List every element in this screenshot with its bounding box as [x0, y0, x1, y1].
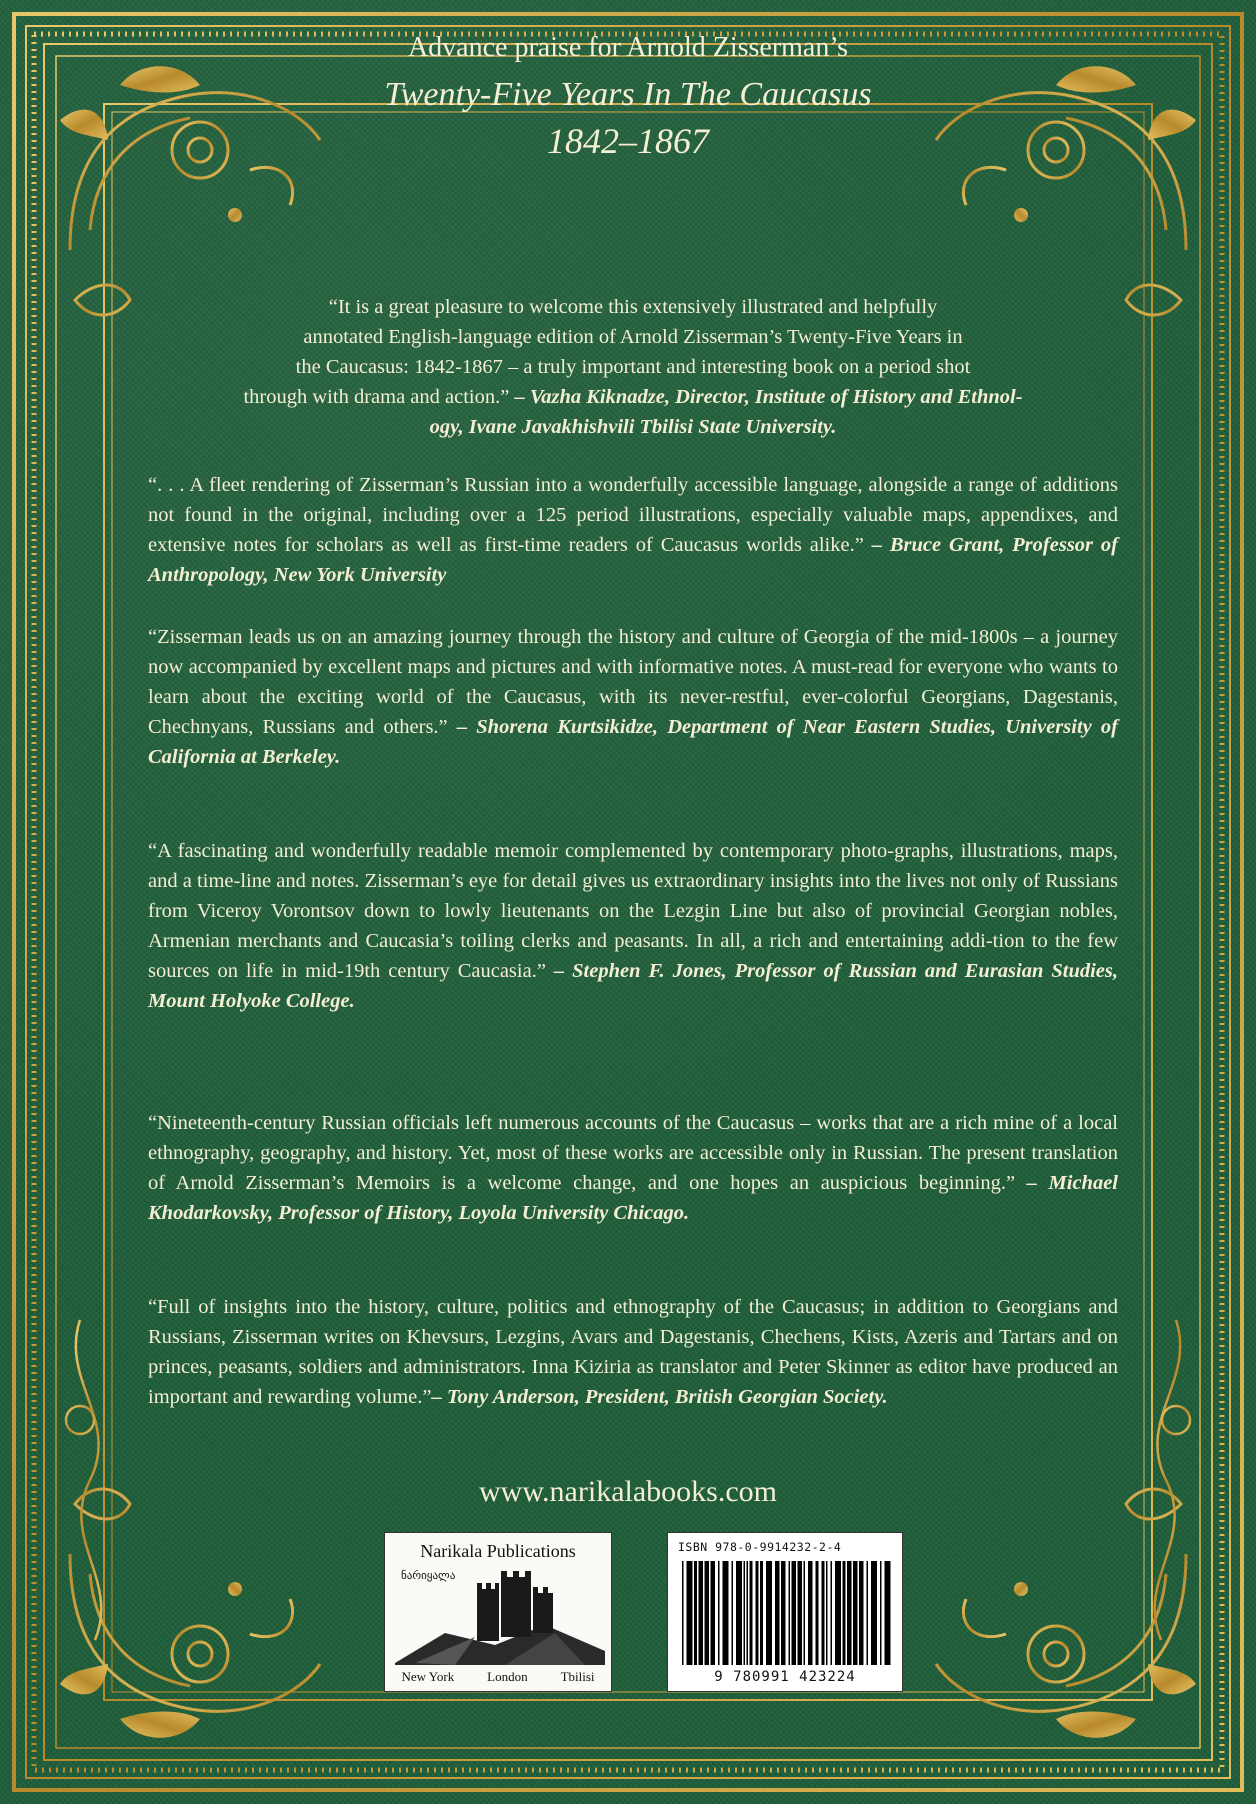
quote-attribution: – Tony Anderson, President, British Georgian Society.	[431, 1386, 888, 1408]
barcode-bar	[847, 1561, 852, 1665]
barcode-bar	[822, 1561, 825, 1665]
barcode-bar	[792, 1561, 797, 1665]
barcode-bar	[781, 1561, 786, 1665]
barcode-bar	[835, 1561, 841, 1665]
barcode-bar	[775, 1561, 780, 1665]
barcode-bar	[871, 1561, 877, 1665]
isbn-barcode	[667, 1532, 903, 1692]
barcode-bar	[682, 1561, 684, 1665]
quote-line: through with drama and action.”	[243, 386, 510, 408]
book-title: Twenty-Five Years In The Caucasus	[384, 76, 872, 113]
barcode-bar	[798, 1561, 803, 1665]
barcode-bar	[880, 1561, 882, 1665]
publisher-website[interactable]: www.narikalabooks.com	[479, 1475, 777, 1508]
praise-quote-2	[148, 470, 1118, 590]
barcode-bar	[744, 1561, 746, 1665]
praise-header	[150, 28, 1106, 164]
barcode-bar	[756, 1561, 759, 1665]
quote-text: “Full of insights into the history, culture, politics and ethnography of the Caucasus; in addition to Georgians and Russians, Zisserman writes on Khevsurs, Lezgins, Avars and Dagestanis, Chechens, Kists, Azeris and Tartars and on princes, peasants, soldiers and administrators. Inna Kiziria as translator and Peter Skinner as editor have produced an important and rewarding volume.”	[148, 1296, 1118, 1408]
quote-line: “It is a great pleasure to welcome this extensively illustrated and helpfully	[328, 296, 938, 318]
barcode-bar	[750, 1561, 753, 1665]
publisher-cities	[385, 1669, 611, 1685]
quote-text: “. . . A fleet rendering of Zisserman’s Russian into a wonderfully accessible language, alongside a range of additions not found in the original, including over a 125 period illustrations, especially valuable maps, appendixes, and extensive notes for scholars as well as first-time readers of Caucasus worlds alike.”	[148, 474, 1118, 556]
quote-line: the Caucasus: 1842-1867 – a truly important and interesting book on a period shot	[295, 356, 971, 378]
city-label: London	[487, 1669, 528, 1684]
quote-text: “Zisserman leads us on an amazing journey through the history and culture of Georgia of the mid-1800s – a journey now accompanied by excellent maps and pictures and with informative notes. A must-read for everyone who wants to learn about the exciting world of the Caucasus, with its never-restful, ever-colorful Georgians, Dagestanis, Chechnyans, Russians and others.”	[148, 626, 1118, 738]
barcode-bar	[718, 1561, 720, 1665]
barcode-bar	[732, 1561, 734, 1665]
barcode-bar	[694, 1561, 697, 1665]
quote-line: annotated English-language edition of Arnold Zisserman’s Twenty-Five Years in	[303, 326, 963, 348]
barcode-bar	[808, 1561, 813, 1665]
publisher-name: Narikala Publications	[420, 1541, 576, 1561]
book-years: 1842–1867	[547, 121, 709, 161]
quote-attribution: – Bruce Grant, Professor of Anthropology, New York University	[148, 534, 1118, 586]
barcode-bar	[687, 1561, 693, 1665]
quote-attribution: – Shorena Kurtsikidze, Department of Near Eastern Studies, University of California at Berkeley.	[148, 716, 1118, 768]
barcode-bar	[760, 1561, 763, 1665]
barcode-bar	[736, 1561, 742, 1665]
praise-quote-1	[148, 292, 1118, 442]
barcode-bar	[843, 1561, 846, 1665]
barcode-bar	[747, 1561, 749, 1665]
barcode-bar	[831, 1561, 833, 1665]
barcode-bar	[766, 1561, 772, 1665]
publisher-logo	[384, 1532, 612, 1692]
quote-attribution: – Michael Khodarkovsky, Professor of History, Loyola University Chicago.	[148, 1172, 1118, 1224]
quote-attribution: ogy, Ivane Javakhishvili Tbilisi State University.	[429, 416, 837, 438]
ean-number: 9 780991 423224	[714, 1669, 856, 1685]
praise-quote-4	[148, 836, 1118, 1016]
barcode-bar	[711, 1561, 716, 1665]
praise-quote-3	[148, 622, 1118, 772]
barcode-bar	[804, 1561, 806, 1665]
barcode-bar	[789, 1561, 791, 1665]
barcode-bar	[699, 1561, 704, 1665]
praise-quote-5	[148, 1108, 1118, 1228]
barcode-bar	[723, 1561, 729, 1665]
quote-text: “Nineteenth-century Russian officials left numerous accounts of the Caucasus – works that are a rich mine of a local ethnography, geography, and history. Yet, most of these works are accessible only in Russian. The present translation of Arnold Zisserman’s Memoirs is a welcome change, and one hopes an auspicious beginning.”	[148, 1112, 1118, 1194]
barcode-bar	[816, 1561, 819, 1665]
barcode-bar	[705, 1561, 710, 1665]
praise-quote-6	[148, 1292, 1118, 1412]
barcode-bar	[859, 1561, 864, 1665]
barcode-bar	[885, 1561, 891, 1665]
publisher-georgian-name: ნარიყალა	[401, 1570, 456, 1582]
city-label: Tbilisi	[560, 1669, 595, 1684]
quote-attribution: – Vazha Kiknadze, Director, Institute of History and Ethnol-	[514, 386, 1023, 408]
isbn-number: ISBN 978-0-9914232-2-4	[678, 1540, 842, 1554]
barcode-bar	[867, 1561, 869, 1665]
quote-attribution: – Stephen F. Jones, Professor of Russian and Eurasian Studies, Mount Holyoke College.	[148, 960, 1119, 1012]
city-label: New York	[401, 1669, 455, 1684]
quote-text: “A fascinating and wonderfully readable memoir complemented by contemporary photo-graphs, illustrations, maps, and a time-line and notes. Zisserman’s eye for detail gives us extraordinary insights into the lives not only of Russians from Viceroy Vorontsov down to lowly lieutenants on the Lezgin Line but also of provincial Georgian nobles, Armenian merchants and Caucasia’s toiling clerks and peasants. In all, a rich and entertaining addi-tion to the few sources on life in mid-19th century Caucasia.”	[148, 840, 1118, 982]
barcode-bar	[826, 1561, 828, 1665]
barcode-bar	[853, 1561, 858, 1665]
praise-intro: Advance praise for Arnold Zisserman’s	[407, 32, 849, 63]
